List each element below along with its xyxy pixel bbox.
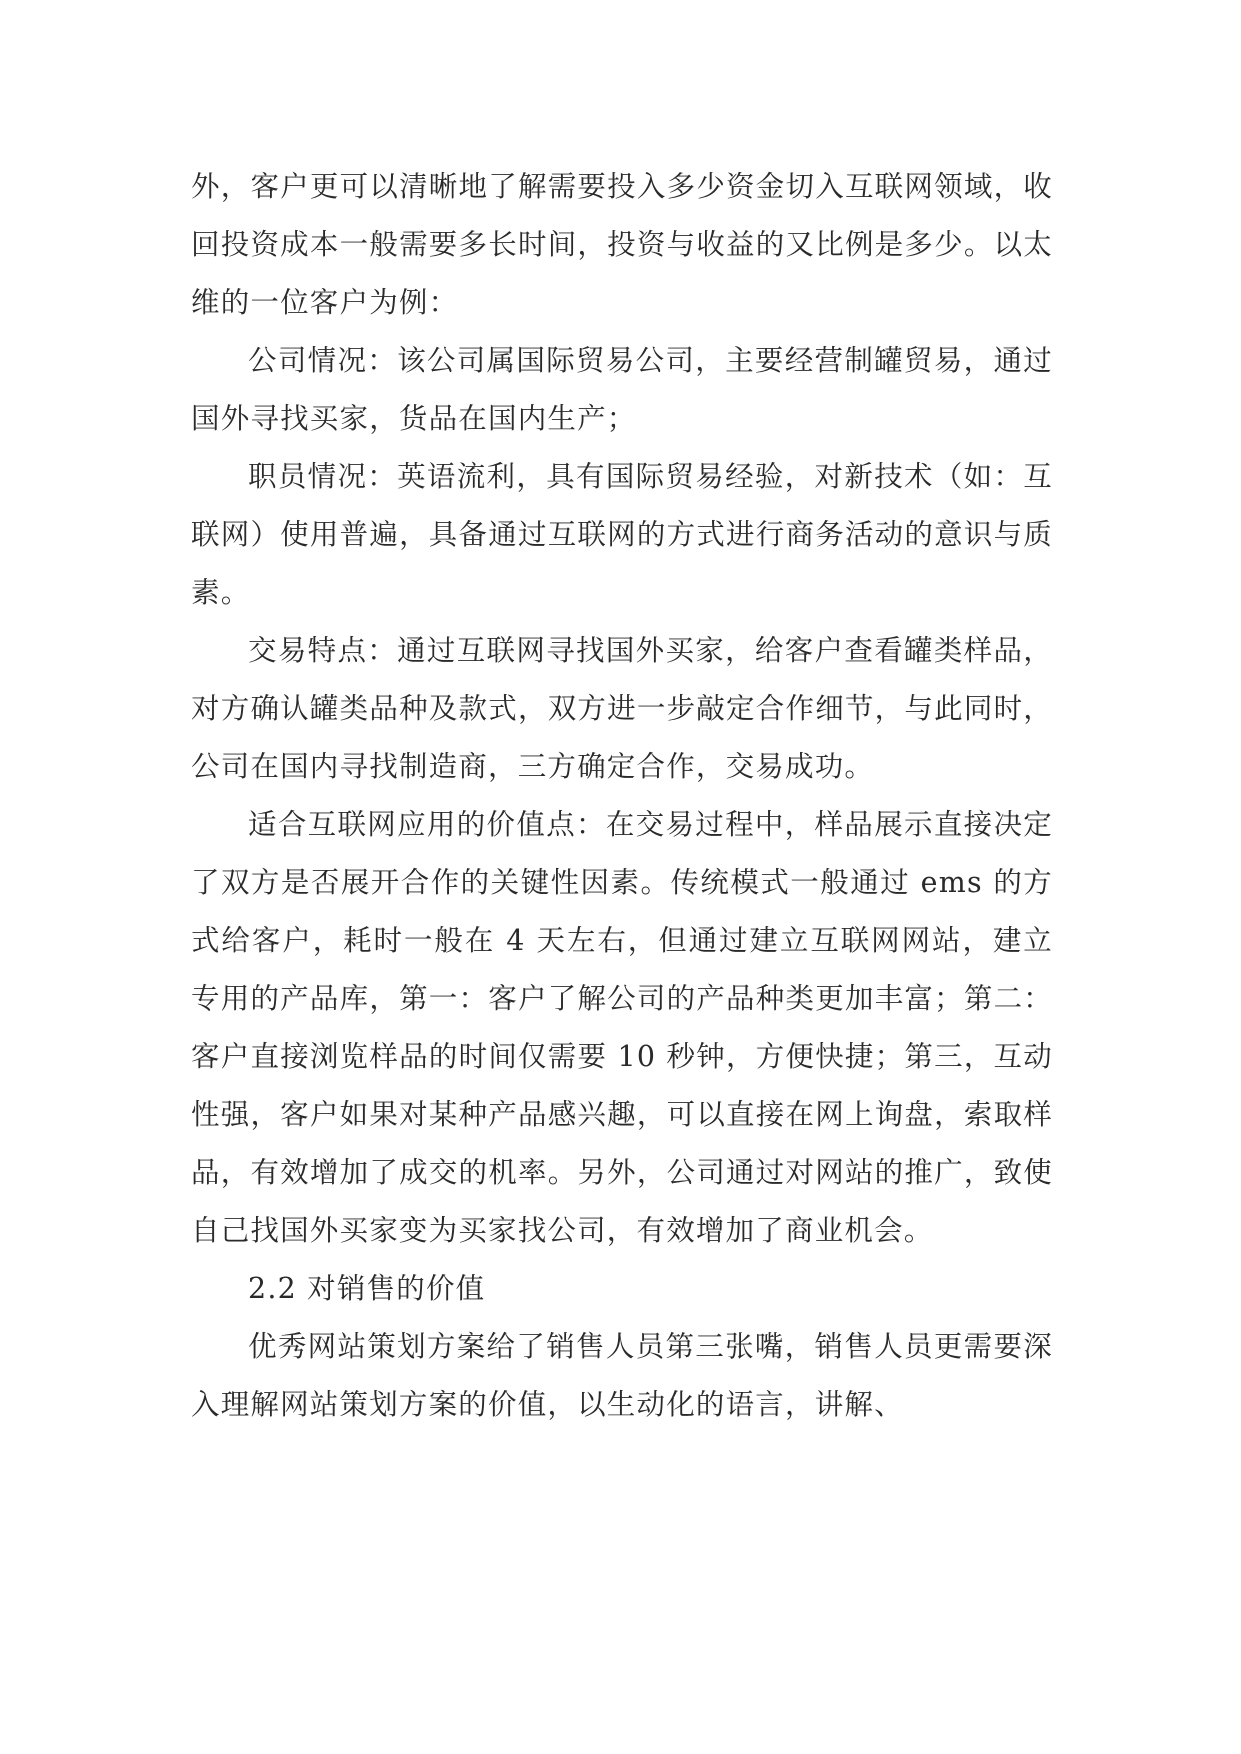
paragraph-trade-features: 交易特点：通过互联网寻找国外买家，给客户查看罐类样品，对方确认罐类品种及款式，双方进一步敲定合作细节，与此同时，公司在国内寻找制造商，三方确定合作，交易成功。 bbox=[191, 634, 1053, 783]
paragraph-company-situation: 公司情况：该公司属国际贸易公司，主要经营制罐贸易，通过国外寻找买家，货品在国内生产； bbox=[191, 344, 1053, 435]
document-body bbox=[191, 158, 1053, 1434]
paragraph-continuation: 外，客户更可以清晰地了解需要投入多少资金切入互联网领域，收回投资成本一般需要多长时间，投资与收益的又比例是多少。以太维的一位客户为例： bbox=[191, 170, 1053, 319]
paragraph-internet-value-points: 适合互联网应用的价值点：在交易过程中，样品展示直接决定了双方是否展开合作的关键性因素。传统模式一般通过 ems 的方式给客户，耗时一般在 4 天左右，但通过建立互联网网站，建立专用的产品库，第一：客户了解公司的产品种类更加丰富；第二：客户直接浏览样品的时间仅需要 10 秒钟，方便快捷；第三，互动性强，客户如果对某种产品感兴趣，可以直接在网上询盘，索取样品，有效增加了成交的机率。另外，公司通过对网站的推广，致使自己找国外买家变为买家找公司，有效增加了商业机会。 bbox=[191, 808, 1053, 1247]
section-heading: 2.2 对销售的价值 bbox=[248, 1272, 486, 1305]
paragraph-sales-value: 优秀网站策划方案给了销售人员第三张嘴，销售人员更需要深入理解网站策划方案的价值，以生动化的语言，讲解、 bbox=[191, 1330, 1053, 1421]
paragraph-staff-situation: 职员情况：英语流利，具有国际贸易经验，对新技术（如：互联网）使用普遍，具备通过互联网的方式进行商务活动的意识与质素。 bbox=[191, 460, 1053, 609]
